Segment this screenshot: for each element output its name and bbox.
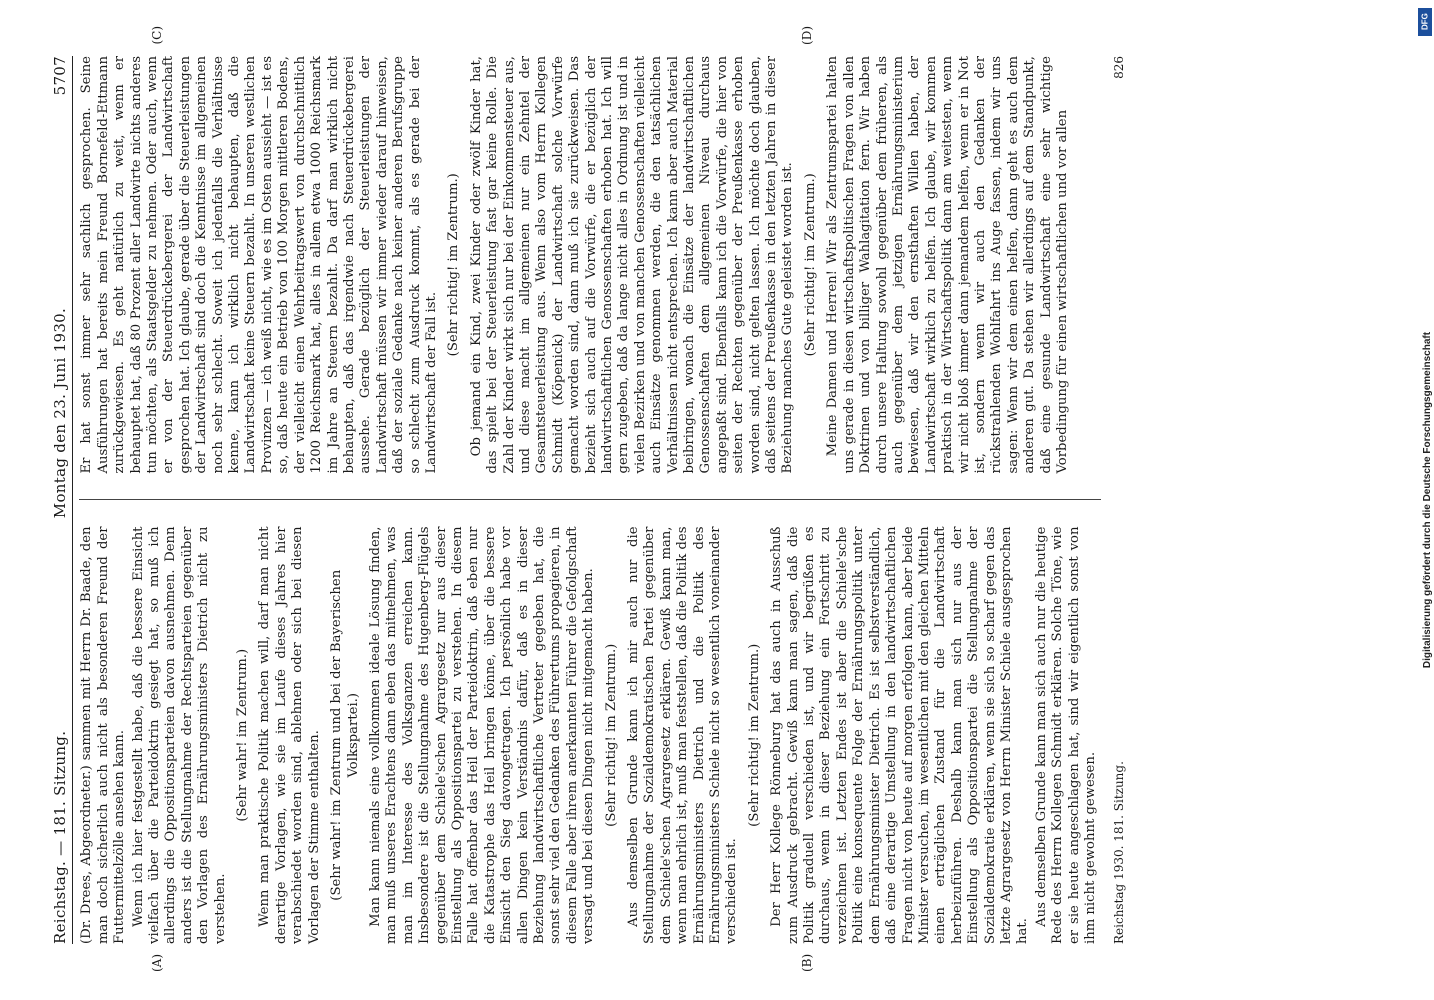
right-column bbox=[79, 26, 1101, 474]
header-page-number: 5707 bbox=[51, 56, 69, 96]
interjection: (Sehr wahr! im Zentrum und bei der Bayerischen Volkspartei.) bbox=[329, 569, 361, 901]
page-footer bbox=[1111, 56, 1127, 944]
interjection: (Sehr richtig! im Zentrum.) bbox=[603, 643, 619, 827]
page-header bbox=[52, 56, 73, 944]
footer-signature-number: 826 bbox=[1112, 56, 1127, 79]
digitization-credit: Digitalisierung gefördert durch die Deutsche Forschungsgemeinschaft bbox=[1422, 331, 1433, 669]
footer-session: Reichstag 1930. 181. Sitzung. bbox=[1112, 761, 1127, 944]
header-session: Reichstag. — 181. Sitzung. bbox=[51, 730, 69, 944]
column-divider bbox=[79, 500, 1101, 501]
margin-mark-b: (B) bbox=[800, 953, 815, 972]
left-paragraph: Wenn man praktische Politik machen will, darf man nicht derartige Vorlagen, wie sie im Laufe dieses Jahres hier verabschiedet worden sind, ablehnen oder sich bei diesen Vorlagen der Stimme enthalten. bbox=[257, 526, 322, 944]
right-paragraph: Meine Damen und Herren! Wir als Zentrumspartei halten uns gerade in diesen wirtschaftspolitischen Fragen von allen Doktrinen und von billiger Wahlagitation fern. Wir haben durch unsere Haltung sowohl gegenüber dem früheren, als auch gegenüber dem jetzigen Ernährungsministerium bewiesen, daß wir den ernsthaften Willen haben, der Landwirtschaft wirklich zu helfen. Ich glaube, wir kommen praktisch in der Wirtschaftspolitik dann am weitesten, wenn wir nicht bloß immer dann jemandem helfen, wenn er in Not ist, sondern wenn wir auch den Gedanken der rückstrahlenden Wohlfahrt ins Auge fassen, indem wir uns sagen: Wenn wir dem einen helfen, dann geht es auch dem anderen gut. Da stehen wir allerdings auf dem Standpunkt, daß eine gesunde Landwirtschaft eine sehr wichtige Vorbedingung für einen wirtschaftlichen und vor allen bbox=[825, 56, 1070, 474]
left-paragraph: Man kann niemals eine vollkommen ideale Lösung finden, man muß unseres Erachtens dann eben das mitnehmen, was man im Interesse des Volksganzen erreichen kann. Insbesondere ist die Stellungnahme des Hugenberg-Flügels gegenüber dem Schiele'schen Agrargesetz nur aus dieser Einstellung als Oppositionspartei zu verstehen. In diesem Falle hat offenbar das Heil der Parteidoktrin, daß eben nur die Katastrophe das Heil bringen könne, über die bessere Einsicht den Sieg davongetragen. Ich persönlich habe vor allen Dingen kein Verständnis dafür, daß es in dieser Beziehung landwirtschaftliche Vertreter gegeben hat, die sonst sehr viel den Gedanken des Führertums propagieren, in diesem Falle aber ihrem anerkannten Führer die Gefolgschaft versagt und bei diesen Dingen nicht mitgemacht haben. bbox=[367, 526, 597, 944]
interjection: (Sehr wahr! im Zentrum.) bbox=[235, 648, 251, 822]
left-paragraph: (Dr. Drees, Abgeordneter.) sammen mit Herrn Dr. Baade, den man doch sicherlich auch nicht als besonderen Freund der Futtermittelzölle ansehen kann. bbox=[79, 526, 128, 944]
right-paragraph: Er hat sonst immer sehr sachlich gesprochen. Seine Ausführungen hat bereits mein Freund Bornefeld-Ettmann zurückgewiesen. Es geht natürlich zu weit, wenn er behauptet hat, daß 80 Prozent aller Landwirte nichts anderes tun möchten, als Staatsgelder zu nehmen. Oder auch, wenn er von der Steuerdrückebergerei der Landwirtschaft gesprochen hat. Ich glaube, gerade über die Steuerleistungen der Landwirtschaft sind doch die Kenntnisse im allgemeinen noch sehr schlecht. Soweit ich jedenfalls die Verhältnisse kenne, kann ich wirklich nicht behaupten, daß die Landwirtschaft keine Steuern bezahlt. In unseren westlichen Provinzen — ich weiß nicht, wie es im Osten aussieht — ist es so, daß heute ein Betrieb von 100 Morgen mittleren Bodens, der vielleicht einen Wehrbeitragswert von durchschnittlich 1200 Reichsmark hat, alles in allem etwa 1000 Reichsmark im Jahre an Steuern bezahlt. Da darf man wirklich nicht behaupten, daß das irgendwie nach Steuerdrückebergerei aussehe. Gerade bezüglich der Steuerleistungen der Landwirtschaft müssen wir immer wieder darauf hinweisen, daß der soziale Gedanke nach keiner anderen Berufsgruppe so schlecht zum Ausdruck kommt, als es gerade bei der Landwirtschaft der Fall ist. bbox=[79, 56, 439, 474]
left-paragraph: Aus demselben Grunde kann ich mir auch nur die Stellungnahme der Sozialdemokratischen Partei gegenüber dem Schiele'schen Agrargesetz erklären. Gewiß kann man, wenn man ehrlich ist, muß man feststellen, daß die Politik des Ernährungsministers Dietrich und die Politik des Ernährungsministers Schiele nicht so wesentlich voneinander verschieden ist. bbox=[626, 526, 740, 944]
digitization-credit-strip bbox=[1416, 0, 1434, 1000]
margin-mark-c: (C) bbox=[150, 26, 165, 45]
left-paragraph: Wenn ich hier festgestellt habe, daß die bessere Einsicht vielfach über die Parteidoktrin gesiegt hat, so muß ich allerdings die Oppositionsparteien davon ausnehmen. Denn anders ist die Stellungnahme der Rechtsparteien gegenüber den Vorlagen des Ernährungsministers Dietrich nicht zu verstehen. bbox=[130, 526, 228, 944]
right-paragraph: Ob jemand ein Kind, zwei Kinder oder zwölf Kinder hat, das spielt bei der Steuerleistung fast gar keine Rolle. Die Zahl der Kinder wirkt sich nur bei der Einkommensteuer aus, und diese macht im allgemeinen nur ein Zehntel der Gesamtsteuerleistung aus. Wenn also vom Herrn Kollegen Schmidt (Köpenick) der Landwirtschaft solche Vorwürfe gemacht worden sind, dann muß ich sie zurückweisen. Das bezieht sich auch auf die Vorwürfe, die er bezüglich der landwirtschaftlichen Genossenschaften erhoben hat. Ich will gern zugeben, daß da lange nicht alles in Ordnung ist und in vielen Bezirken und von manchen Genossenschaften vielleicht auch Einsätze genommen werden, die den tatsächlichen Verhältnissen nicht entsprechen. Ich kann aber auch Material beibringen, wonach die Einsätze der landwirtschaftlichen Genossenschaften dem allgemeinen Niveau durchaus angepaßt sind. Ebenfalls kann ich die Vorwürfe, die hier von seiten der Rechten gegenüber der Preußenkasse erhoben worden sind, nicht gelten lassen. Ich möchte doch glauben, daß seitens der Preußenkasse in den letzten Jahren in dieser Beziehung manches Gute geleistet worden ist. bbox=[468, 56, 796, 474]
dfg-logo-icon: DFG bbox=[1418, 8, 1432, 36]
margin-mark-d: (D) bbox=[800, 26, 815, 45]
left-column bbox=[79, 526, 1101, 972]
margin-mark-a: (A) bbox=[150, 953, 165, 972]
text-columns bbox=[79, 26, 1101, 972]
left-paragraph: Der Herr Kollege Rönneburg hat das auch in Ausschuß zum Ausdruck gebracht. Gewiß kann man sagen, daß die Politik graduell verschieden ist, und wir begrüßen es durchaus, wenn in dieser Beziehung ein Fortschritt zu verzeichnen ist. Letzten Endes ist aber die Schiele'sche Politik eine konsequente Folge der Ernährungspolitik unter dem Ernährungsminister Dietrich. Es ist selbstverständlich, daß eine derartige Umstellung in den landwirtschaftlichen Fragen nicht von heute auf morgen erfolgen kann, aber beide Minister versuchen, im wesentlichen mit den gleichen Mitteln einen erträglichen Zustand für die Landwirtschaft herbeizuführen. Deshalb kann man sich nur aus der Einstellung als Oppositionspartei die Stellungnahme der Sozialdemokratie erklären, wenn sie sich so scharf gegen das letzte Agrargesetz von Herrn Minister Schiele ausgesprochen hat. bbox=[769, 526, 1031, 944]
document-page bbox=[22, 0, 1412, 1000]
header-date: Montag den 23. Juni 1930. bbox=[51, 307, 69, 519]
left-paragraph: Aus demselben Grunde kann man sich auch nur die heutige Rede des Herrn Kollegen Schmidt erklären. Solche Töne, wie er sie heute angeschlagen hat, sind wir eigentlich sonst von ihm nicht gewohnt gewesen. bbox=[1033, 526, 1098, 944]
interjection: (Sehr richtig! im Zentrum.) bbox=[746, 643, 762, 827]
interjection: (Sehr richtig! im Zentrum.) bbox=[446, 173, 462, 357]
interjection: (Sehr richtig! im Zentrum.) bbox=[802, 173, 818, 357]
